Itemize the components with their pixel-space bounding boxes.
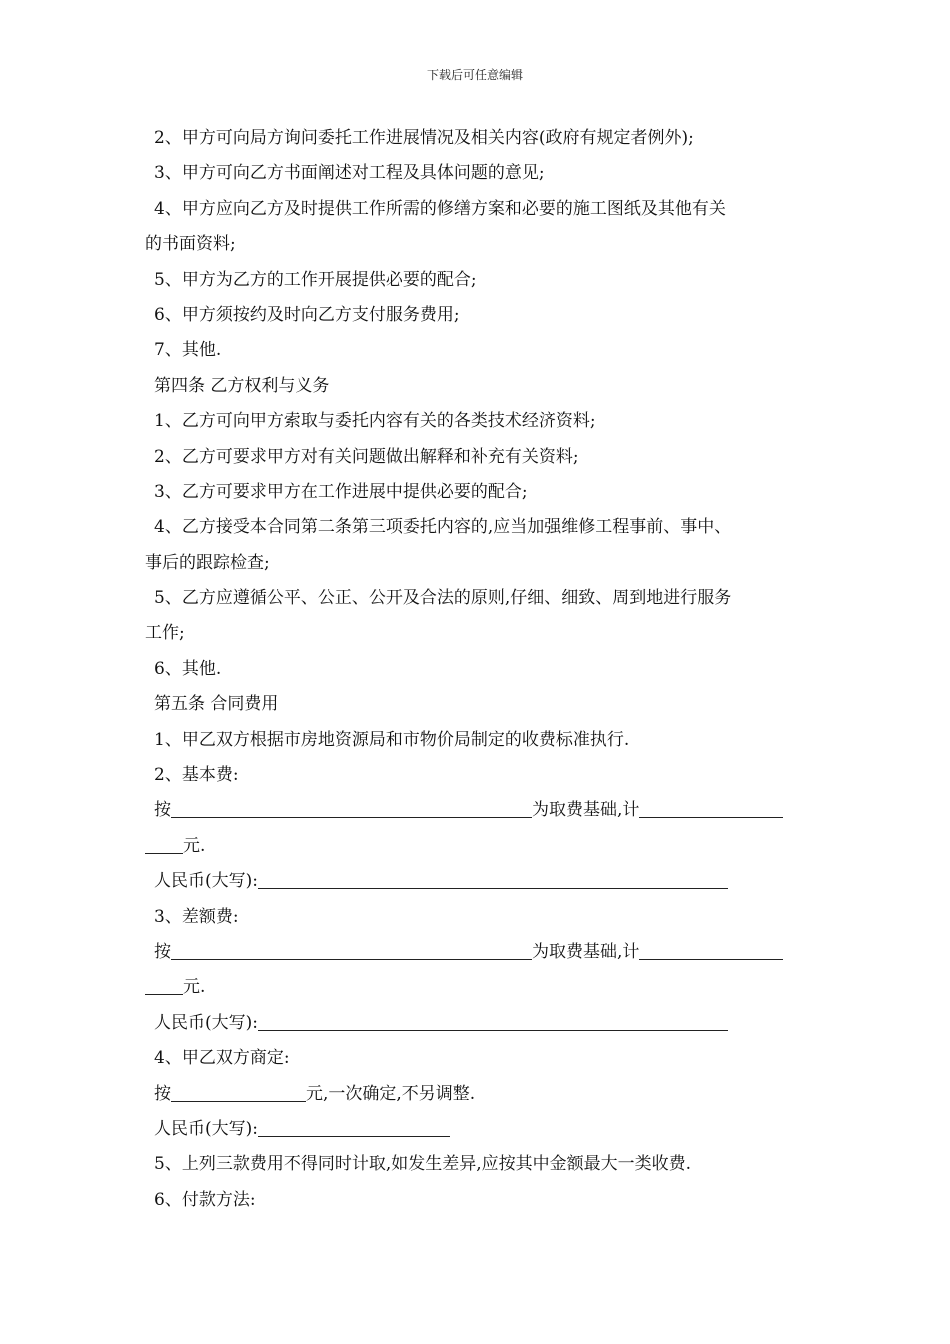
agreed-fee-amount-blank[interactable] [171, 1079, 306, 1102]
basic-fee-basis-blank[interactable] [171, 795, 532, 818]
diff-fee-amount-blank-cont[interactable] [145, 972, 183, 995]
diff-fee-basis-blank[interactable] [171, 937, 532, 960]
clause-3-item-2: 2、甲方可向局方询问委托工作进展情况及相关内容(政府有规定者例外); [154, 128, 694, 148]
clause-5-item-1: 1、甲乙双方根据市房地资源局和市物价局制定的收费标准执行. [154, 729, 630, 750]
basic-fee-amount-blank-cont[interactable] [145, 831, 183, 854]
clause-3-item-6: 6、甲方须按约及时向乙方支付服务费用; [154, 304, 460, 325]
diff-fee-line [145, 935, 810, 970]
diff-fee-rmb-label: 人民币(大写): [154, 1012, 258, 1033]
basic-fee-middle: 为取费基础,计 [532, 800, 640, 821]
basic-fee-prefix: 按 [154, 800, 171, 821]
clause-3-item-4-cont: 的书面资料; [145, 234, 236, 255]
agreed-fee-suffix: 元,一次确定,不另调整. [306, 1083, 476, 1104]
basic-fee-amount-blank[interactable] [639, 795, 783, 818]
clause-5-item-6: 6、付款方法: [154, 1189, 256, 1210]
clause-4-item-2: 2、乙方可要求甲方对有关问题做出解释和补充有关资料; [154, 446, 579, 467]
clause-3-item-3: 3、甲方可向乙方书面阐述对工程及具体问题的意见; [154, 163, 545, 184]
basic-fee-rmb-label: 人民币(大写): [154, 871, 258, 892]
document-body [145, 121, 810, 1218]
agreed-fee-rmb-line [145, 1112, 810, 1147]
agreed-fee-rmb-blank[interactable] [258, 1114, 450, 1137]
diff-fee-rmb-blank[interactable] [258, 1008, 728, 1031]
section-5-title: 第五条 合同费用 [154, 694, 279, 715]
clause-3-item-4: 4、甲方应向乙方及时提供工作所需的修缮方案和必要的施工图纸及其他有关 [154, 198, 726, 219]
clause-4-item-4: 4、乙方接受本合同第二条第三项委托内容的,应当加强维修工程事前、事中、 [154, 517, 732, 538]
section-4-title: 第四条 乙方权利与义务 [154, 375, 330, 396]
diff-fee-amount-blank[interactable] [639, 937, 783, 960]
basic-fee-suffix: 元. [183, 835, 206, 856]
clause-4-item-1: 1、乙方可向甲方索取与委托内容有关的各类技术经济资料; [154, 411, 596, 432]
diff-fee-amount-cont [145, 970, 810, 1005]
clause-4-item-6: 6、其他. [154, 658, 222, 679]
clause-4-item-5: 5、乙方应遵循公平、公正、公开及合法的原则,仔细、细致、周到地进行服务 [154, 588, 732, 609]
clause-5-item-3: 3、差额费: [154, 906, 239, 927]
clause-5-item-4: 4、甲乙双方商定: [154, 1048, 290, 1069]
basic-fee-rmb-line [145, 864, 810, 899]
clause-4-item-5-cont: 工作; [145, 623, 185, 644]
basic-fee-rmb-blank[interactable] [258, 866, 728, 889]
agreed-fee-rmb-label: 人民币(大写): [154, 1118, 258, 1139]
diff-fee-prefix: 按 [154, 941, 171, 962]
page-header: 下载后可任意编辑 [426, 68, 523, 82]
basic-fee-line [145, 793, 810, 828]
clause-4-item-4-cont: 事后的跟踪检查; [145, 552, 270, 573]
agreed-fee-line [145, 1077, 810, 1112]
clause-4-item-3: 3、乙方可要求甲方在工作进展中提供必要的配合; [154, 481, 528, 502]
agreed-fee-prefix: 按 [154, 1083, 171, 1104]
clause-5-item-2: 2、基本费: [154, 765, 239, 786]
clause-3-item-5: 5、甲方为乙方的工作开展提供必要的配合; [154, 269, 477, 290]
clause-5-item-5: 5、上列三款费用不得同时计取,如发生差异,应按其中金额最大一类收费. [154, 1154, 692, 1175]
clause-3-item-7: 7、其他. [154, 340, 222, 361]
diff-fee-middle: 为取费基础,计 [532, 941, 640, 962]
diff-fee-rmb-line [145, 1006, 810, 1041]
basic-fee-amount-cont [145, 829, 810, 864]
diff-fee-suffix: 元. [183, 977, 206, 998]
